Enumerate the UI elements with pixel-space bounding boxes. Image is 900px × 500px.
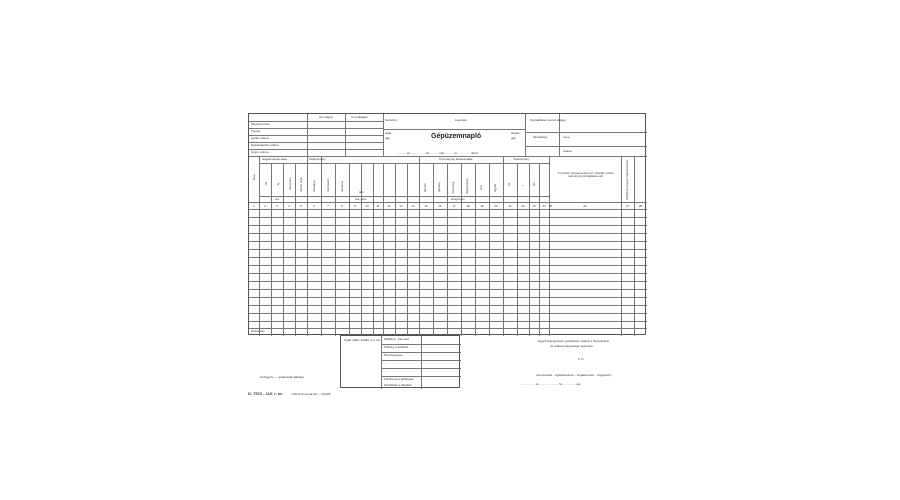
header-line	[525, 132, 647, 133]
col-line	[271, 163, 272, 336]
data-row-line	[249, 225, 647, 226]
col-szallitott: Szállított anyag megnevezése	[625, 159, 629, 200]
group-teljesitmeny2: Teljesítmény	[513, 157, 530, 161]
col-line	[321, 156, 322, 336]
col-number: 23	[532, 204, 536, 208]
data-row-line	[249, 265, 647, 266]
col-uzemi-ora: üzemi órák	[299, 177, 303, 192]
col-number: 16	[438, 204, 442, 208]
col-nap: Nap	[252, 174, 256, 180]
header-line	[249, 128, 383, 129]
col-line	[373, 163, 374, 336]
header-line	[249, 135, 383, 136]
col-line	[517, 163, 518, 336]
sajat-label: saját	[385, 131, 392, 135]
col-line	[621, 156, 622, 336]
header-vline	[307, 114, 308, 156]
data-row-line	[249, 257, 647, 258]
col-line	[475, 163, 476, 336]
col-zsir: zsír	[479, 185, 483, 190]
data-row-line	[249, 241, 647, 242]
col-line	[447, 163, 448, 336]
data-row-line	[249, 217, 647, 218]
data-row-line	[249, 249, 647, 250]
col-line	[461, 163, 462, 336]
col-number: 8	[341, 204, 343, 208]
row-label: Nyilvántartási száma	[251, 143, 279, 147]
gep-label: gép	[385, 136, 391, 140]
form-title: Gépüzemnapló	[431, 133, 482, 140]
a-munkagep-label: A munkagép	[351, 115, 368, 119]
col-benzin: benzin	[423, 183, 427, 192]
col-line	[503, 156, 504, 336]
group-teljesitmeny: Teljesítmény	[309, 157, 326, 161]
col-line	[419, 156, 420, 336]
col-number: 13	[399, 204, 403, 208]
lower-left-label: Tejáll. tábla, Szállít. km, ha	[344, 338, 380, 342]
col-line	[489, 163, 490, 336]
lower-row-label: Kiszállítás a darabok	[384, 383, 412, 387]
col-uresjarat: üresjárat	[312, 180, 316, 192]
col-number: 1	[253, 204, 255, 208]
col-ig: -ig	[276, 182, 280, 186]
col-number: 4	[288, 204, 290, 208]
col-line	[433, 163, 434, 336]
egyeb-feljegyzesek: Egyéb feljegyzések, javaslatok, adatok a hiánylásáról	[538, 339, 609, 343]
row-label: Üzem száma	[251, 150, 269, 154]
col-tol: -tól	[264, 181, 268, 186]
data-row-line	[249, 321, 647, 322]
col-number: 9	[354, 204, 356, 208]
col-hasznos: hasznos	[340, 180, 344, 192]
header-vline	[383, 114, 384, 156]
data-row-line	[249, 297, 647, 298]
col-number: 2	[264, 204, 266, 208]
col-number: 14	[411, 204, 415, 208]
lower-row-label: ...	[384, 369, 387, 373]
col-number: 26	[583, 204, 587, 208]
col-number: 20	[494, 204, 498, 208]
form-code: D. 7570 - 110. r. sz.	[248, 391, 284, 396]
col-line	[383, 163, 384, 336]
gep2-label: gép	[511, 136, 517, 140]
data-row-line	[249, 273, 647, 274]
numbers-top-line	[249, 202, 647, 203]
data-row-line	[249, 233, 647, 234]
col-line	[361, 163, 362, 336]
data-row-line	[249, 305, 647, 306]
col-number: 11	[376, 204, 380, 208]
col-number: 18	[466, 204, 470, 208]
lower-hline	[381, 360, 461, 361]
col-line	[529, 163, 530, 336]
subhead-line	[259, 196, 549, 197]
header-vline	[345, 114, 346, 156]
col-line	[395, 163, 396, 336]
header-vline	[525, 114, 526, 156]
col-line	[295, 163, 296, 336]
col-line	[349, 163, 350, 336]
szama-label: száma	[563, 149, 572, 153]
lower-row-label: Felszámol a költségek	[384, 377, 414, 381]
col-number: 19	[480, 204, 484, 208]
col-gazolaj: gázolaj	[437, 182, 441, 192]
lower-row-label: Költség a darabok	[384, 345, 409, 349]
sorszam-label: Sorszám:	[385, 118, 398, 122]
col-number: 3	[276, 204, 278, 208]
col-line	[307, 156, 308, 336]
gepuzemnaplo-form: Az erőgép A munkagép Megnevezése Típusa Leltári száma Nyilvántartási száma Üzem száma Sorszám: Lapszám saját gép Gépüzemnapló idegen gép ............év ..................hó ...........nap .......... ig ............... dészt. Szolgáltatás mérési jellege Munkahely neve száma Gépjárművek ideje Teljesítmény Üzemanyag felhasználás Teljesítmény Nap -tól -ig összesen üzemi órák üresjárat munkaidő hasznos benzin gázolaj motorolaj hajtóműolaj zsír egyéb ha t km Szállított anyag megnevezése A munka megnevezése (pl. szántás, kötés, mérés) szerződgálatás stb. óra óra, perc kilogramm tkm 1 2 3 4 5 6 7 8 9 10 11 12 13 14 15 16 17 18 19 20 21 22 23 24 25 26 27 28 Összesen:	[248, 113, 646, 335]
szolgaltatas-label: Szolgáltatás mérési jellege	[530, 118, 566, 122]
unit-ora-perc: óra, perc	[355, 197, 367, 201]
osszesen-label: Összesen:	[251, 329, 266, 333]
row-label: Megnevezése	[251, 122, 270, 126]
az-eromu-label: Az erőgép	[319, 115, 333, 119]
row-label: Típusa	[251, 129, 261, 133]
col-osszesen: összesen	[288, 177, 292, 190]
col-t: t	[521, 185, 525, 186]
col-line	[283, 163, 284, 336]
header-line	[525, 146, 647, 147]
col-munka-ido: munkaidő	[326, 178, 330, 192]
col-number: 17	[452, 204, 456, 208]
col-munka-megnevezese: A munka megnevezése (pl. szántás, kötés, mérés) szerződgálatás stb.	[557, 171, 615, 179]
osszesen-row-line	[249, 328, 647, 329]
unit-tkm: tkm	[359, 190, 364, 194]
col-line	[407, 163, 408, 336]
lower-row-label: Szállított, -ben kért	[384, 337, 410, 341]
data-row-line	[249, 289, 647, 290]
col-line	[335, 163, 336, 336]
data-row-line	[249, 313, 647, 314]
col-hajtomu: hajtóműolaj	[465, 178, 469, 194]
col-number: 7	[327, 204, 329, 208]
col-line	[549, 156, 550, 336]
numbers-bottom-line	[249, 209, 647, 210]
col-number: 6	[313, 204, 315, 208]
col-number: 12	[387, 204, 391, 208]
lapszam-label: Lapszám	[455, 118, 468, 122]
col-ha: ha	[507, 182, 511, 186]
date-line: ............év ..................hó ...........nap .......... ig ............... dészt.	[397, 151, 479, 155]
col-line	[634, 156, 635, 336]
col-number: 21	[508, 204, 512, 208]
row-label: Leltári száma	[251, 136, 269, 140]
lower-hline	[381, 368, 461, 369]
col-number: 22	[521, 204, 525, 208]
group-line	[259, 163, 549, 164]
col-egyeb: egyéb	[493, 183, 497, 192]
col-motorolaj: motorolaj	[451, 181, 455, 194]
idegen-label: idegen	[511, 131, 521, 135]
ph-label: P. H.	[578, 357, 585, 361]
col-number: 15	[424, 204, 428, 208]
unit-kilogramm: kilogramm	[451, 197, 465, 201]
group-gepjarmuvek: Gépjárművek ideje	[262, 157, 288, 161]
printer-label: – Pátria Nyomda ZA — (2/115)	[290, 392, 331, 396]
col-line	[259, 156, 260, 336]
neve-label: neve	[563, 135, 570, 139]
munkahely-label: Munkahely	[533, 135, 548, 139]
col-number: 24	[542, 204, 546, 208]
adatok-helyesseget: Az adatok helyességét igazolom:	[550, 344, 594, 348]
kozjegyzo-signature-line: Kozjegyzo — gépkezelő aláírása	[260, 375, 304, 379]
signatures-line: üzemvezető – ágazatvezető – brigádvezető – fő(gépész)	[536, 373, 612, 377]
group-uzemanyag: Üzemanyag felhasználás	[439, 157, 473, 161]
lower-row-label: ...	[384, 361, 387, 365]
date-signature-line: ...................év ...................... hó .............. nap	[520, 382, 581, 386]
unit-ora: óra	[275, 197, 280, 201]
col-km: km	[532, 182, 536, 186]
header-line	[249, 149, 383, 150]
lower-row-label: Munkavégzés	[384, 353, 403, 357]
col-number: 10	[365, 204, 369, 208]
col-number: 28	[638, 204, 643, 208]
header-line	[383, 129, 525, 130]
data-row-line	[249, 281, 647, 282]
col-number: 5	[300, 204, 302, 208]
col-number: 27	[625, 204, 630, 208]
col-line	[539, 163, 540, 336]
lower-summary-table	[340, 335, 460, 388]
